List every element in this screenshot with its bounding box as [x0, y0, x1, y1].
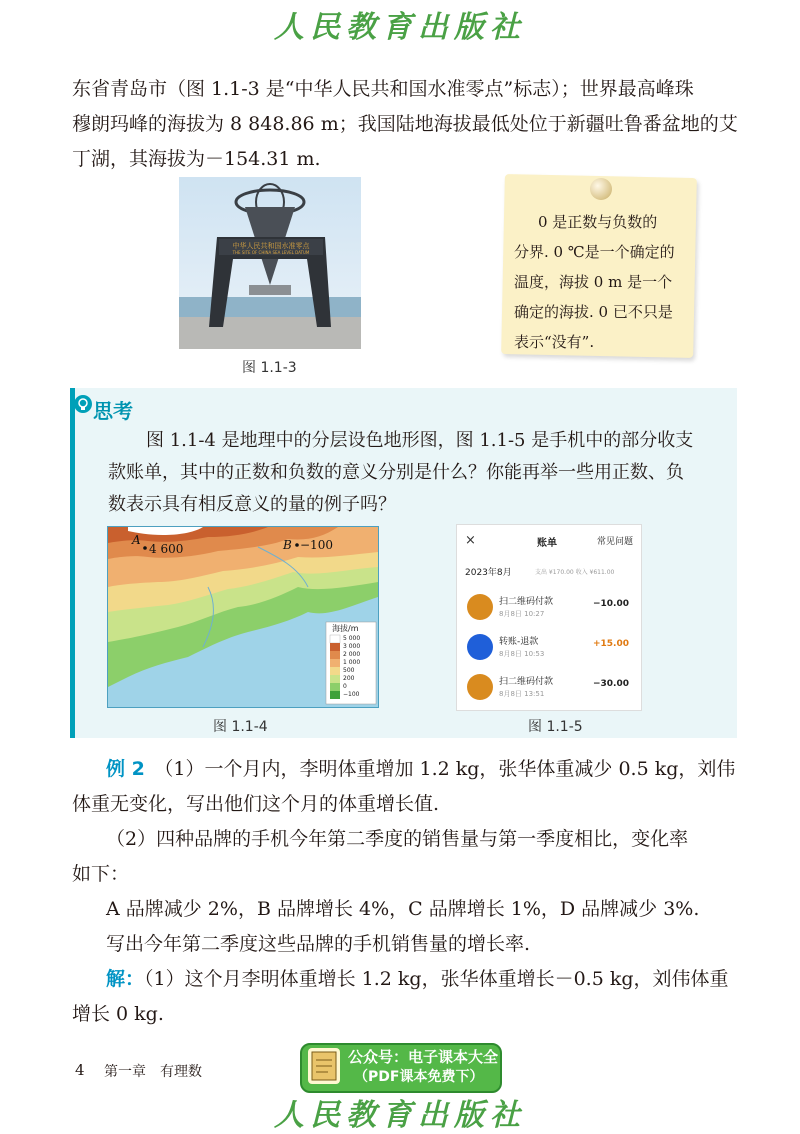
bill-row-time: 8月8日 13:51 [499, 690, 545, 698]
bill-row-time: 8月8日 10:27 [499, 610, 545, 618]
bill-row [457, 629, 641, 669]
bill-row [457, 589, 641, 629]
example-line: A 品牌减少 2%，B 品牌增长 4%，C 品牌增长 1%，D 品牌减少 3%. [106, 898, 700, 920]
lightbulb-icon [74, 395, 92, 413]
note-line: 确定的海拔. 0 已不只是 [514, 303, 673, 321]
think-title: 思考 [93, 399, 133, 423]
legend-value: 5 000 [343, 635, 361, 642]
sea-level-datum-photo [179, 177, 361, 349]
legend-title: 海拔/m [332, 624, 359, 633]
figure-caption: 图 1.1-4 [213, 719, 268, 735]
point-b-label: B [283, 538, 292, 552]
chapter-title: 第一章 有理数 [104, 1064, 202, 1080]
note-line: 温度，海拔 0 m 是一个 [514, 273, 673, 291]
payment-icon [467, 594, 493, 620]
legend-value: 0 [343, 683, 347, 690]
solution-line: 增长 0 kg. [72, 1003, 164, 1025]
month-selector: 2023年8月 [465, 568, 512, 578]
think-text [108, 425, 728, 521]
example-section [72, 752, 736, 1032]
example-line: 写出今年第二季度这些品牌的手机销售量的增长率. [106, 933, 531, 955]
pin-icon [590, 178, 612, 200]
help-link: 常见问题 [597, 537, 634, 547]
solution-line: （1）这个月李明体重增长 1.2 kg，张华体重增长－0.5 kg，刘伟体重 [144, 968, 729, 990]
example-label: 例 2 [106, 758, 145, 780]
phone-bill-screenshot [456, 524, 642, 711]
publisher-logo: 人民教育出版社 [274, 1098, 526, 1133]
bill-row-amount: +15.00 [592, 639, 629, 649]
close-icon: × [465, 533, 476, 548]
point-a-label: A [132, 533, 141, 547]
note-line: 表示“没有”. [514, 333, 595, 351]
page-number: 4 [75, 1061, 85, 1079]
note-line: 分界. 0 ℃是一个确定的 [514, 243, 675, 261]
bill-row-name: 扫二维码付款 [499, 597, 554, 607]
bill-row-name: 转账-退款 [499, 637, 539, 647]
legend-value: 500 [343, 667, 355, 674]
bill-title: 账单 [537, 538, 557, 549]
topographic-map [107, 526, 379, 708]
figure-caption: 图 1.1-5 [528, 719, 583, 735]
bill-row [457, 669, 641, 709]
legend-value: 1 000 [343, 659, 361, 666]
example-line: 如下： [72, 863, 130, 885]
payment-icon [467, 674, 493, 700]
think-line: 款账单，其中的正数和负数的意义分别是什么？你能再举一些用正数、负 [108, 462, 684, 483]
point-a-value: 4 600 [149, 542, 184, 556]
book-icon [308, 1048, 340, 1084]
banner-line: （PDF课本免费下） [354, 1069, 484, 1085]
solution-label: 解： [106, 968, 145, 990]
note-text [514, 207, 689, 357]
sign-text: 中华人民共和国水准零点 [232, 242, 310, 250]
bill-summary: 支出 ¥170.00 收入 ¥611.00 [535, 569, 615, 576]
legend-value: −100 [343, 691, 360, 698]
banner-line: 公众号：电子课本大全 [348, 1048, 499, 1066]
intro-line: 丁湖，其海拔为－154.31 m. [72, 148, 321, 170]
example-line: （1）一个月内，李明体重增加 1.2 kg，张华体重减少 0.5 kg，刘伟 [163, 758, 736, 780]
sign-text-en: THE SITE OF CHINA SEA LEVEL DATUM [232, 250, 310, 255]
think-line: 数表示具有相反意义的量的例子吗？ [108, 494, 396, 515]
example-line: （2）四种品牌的手机今年第二季度的销售量与第一季度相比，变化率 [106, 828, 689, 850]
intro-line: 东省青岛市（图 1.1-3 是“中华人民共和国水准零点”标志）；世界最高峰珠 [72, 78, 694, 100]
point-b-value: −100 [300, 538, 333, 552]
legend-value: 2 000 [343, 651, 361, 658]
legend-value: 3 000 [343, 643, 361, 650]
figure-caption: 图 1.1-3 [242, 360, 297, 376]
transfer-icon [467, 634, 493, 660]
bill-row-name: 扫二维码付款 [499, 677, 554, 687]
intro-line: 穆朗玛峰的海拔为 8 848.86 m；我国陆地海拔最低处位于新疆吐鲁番盆地的艾 [72, 113, 738, 135]
legend-value: 200 [343, 675, 355, 682]
think-line: 图 1.1-4 是地理中的分层设色地形图，图 1.1-5 是手机中的部分收支 [146, 430, 694, 451]
note-line: 0 是正数与负数的 [538, 213, 658, 231]
publisher-logo: 人民教育出版社 [274, 10, 526, 45]
intro-paragraph [72, 72, 738, 177]
bill-row-amount: −10.00 [592, 599, 629, 609]
example-line: 体重无变化，写出他们这个月的体重增长值. [72, 793, 440, 815]
bill-row-time: 8月8日 10:53 [499, 650, 545, 658]
bill-row-amount: −30.00 [592, 679, 629, 689]
